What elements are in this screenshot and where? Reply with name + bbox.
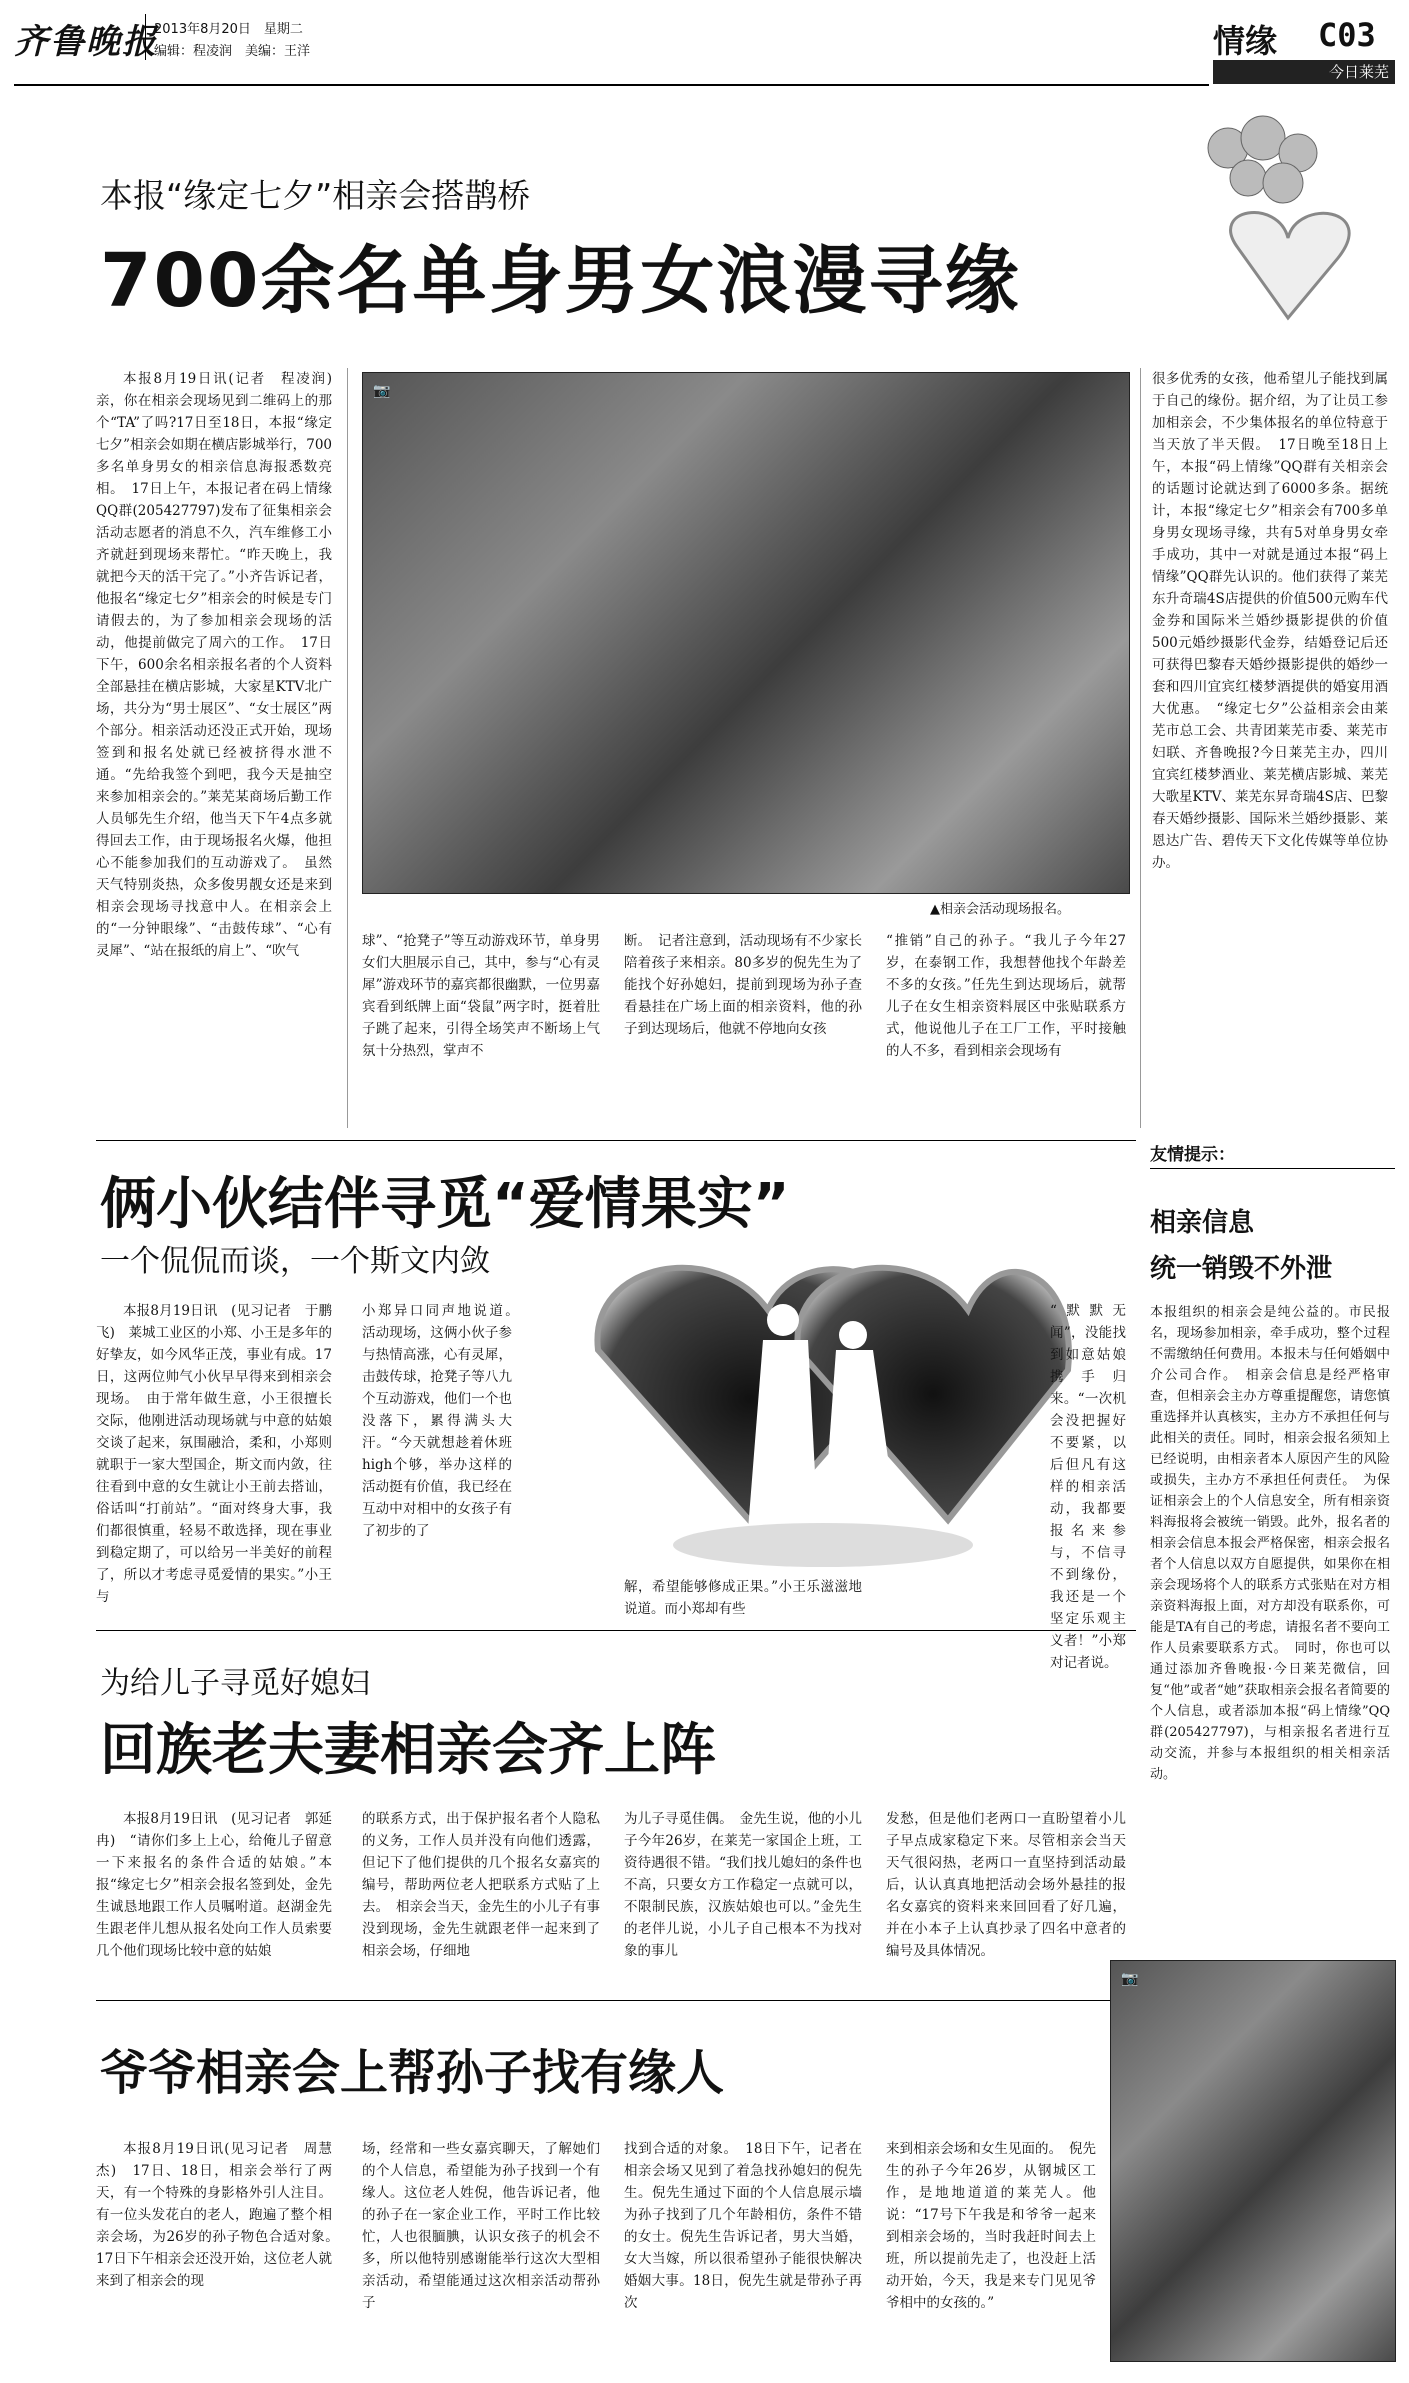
story2-col1: 本报8月19日讯 (见习记者 于鹏飞) 莱城工业区的小郑、小王是多年的好挚友，如今风华正茂，事业有成。17日，这两位帅气小伙早早得来到相亲会现场。 由于常年做生意，小王很擅长交际，他刚进活动现场就与中意的姑娘交谈了起来，氛围融洽，柔和，小郑则就职于一家大型国企，斯文而内敛，往往看到中意的女生就让小王前去搭讪，俗话叫“打前站”。“面对终身大事，我们都很慎重，轻易不敢选择，现在事业到稳定期了，可以给另一半美好的前程了，所以才考虑寻觅爱情的果实。”小王与 bbox=[96, 1303, 332, 1605]
story2-col4: “默默无闻”，没能找到如意姑娘携手归来。“一次机会没把握好不要紧，以后但凡有这样的相亲活动，我都要报名来参与，不信寻不到缘份，我还是一个坚定乐观主义者！”小郑对记者说。 bbox=[1050, 1303, 1126, 1671]
story3-col3: 为儿子寻觅佳偶。 金先生说，他的小儿子今年26岁，在莱芜一家国企上班，工资待遇很不错。“我们找儿媳妇的条件也不高，只要女方工作稳定一点就可以，不限制民族，汉族姑娘也可以。”金先生的老伴儿说，小儿子自己根本不为找对象的事儿 bbox=[624, 1811, 862, 1959]
story4-photo bbox=[1110, 1960, 1396, 2362]
story1-photo-caption: ▲相亲会活动现场报名。 bbox=[930, 902, 1070, 917]
photo-placeholder-icon: 📷 bbox=[373, 383, 391, 399]
story1-col3: 断。 记者注意到，活动现场有不少家长陪着孩子来相亲。80多岁的倪先生为了能找个好孙媳妇，提前到现场为孙子查看悬挂在广场上面的相亲资料，他的孙子到达现场后，他就不停地向女孩 bbox=[624, 933, 862, 1037]
sidebar-title-1: 相亲信息 bbox=[1150, 1208, 1255, 1238]
story3-kicker: 为给儿子寻觅好媳妇 bbox=[100, 1666, 370, 1701]
story2-headline: 俩小伙结伴寻觅“爱情果实” bbox=[100, 1172, 790, 1237]
story1-headline: 700余名单身男女浪漫寻缘 bbox=[100, 238, 1021, 324]
masthead bbox=[0, 0, 1409, 90]
story3-headline: 回族老夫妻相亲会齐上阵 bbox=[100, 1718, 716, 1783]
story4-col4: 来到相亲会场和女生见面的。 倪先生的孙子今年26岁，从钢城区工作，是地地道道的莱芜人。他说：“17号下午我是和爷爷一起来到相亲会场的，当时我赶时间去上班，所以提前先走了，也没赶上活动开始，今天，我是来专门见见爷爷相中的女孩的。” bbox=[886, 2141, 1096, 2311]
sidebar-body: 本报组织的相亲会是纯公益的。市民报名，现场参加相亲，牵手成功，整个过程不需缴纳任何费用。本报未与任何婚姻中介公司合作。 相亲会信息是经严格审查，但相亲会主办方尊重提醒您，请您慎重选择并认真核实，主办方不承担任何与此相关的责任。同时，相亲会报名须知上已经说明，由相亲者本人原因产生的风险或损失，主办方不承担任何责任。 为保证相亲会上的个人信息安全，所有相亲资料海报将会被统一销毁。此外，报名者的相亲会信息本报会严格保密，相亲会报名者个人信息以双方自愿提供，如果你在相亲会现场将个人的联系方式张贴在对方相亲资料海报上面，对方却没有联系你，可能是TA有自己的考虑，请报名者不要向工作人员索要联系方式。 同时，你也可以通过添加齐鲁晚报·今日莱芜微信，回复“他”或者“她”获取相亲会报名者简要的个人信息，或者添加本报“码上情缘”QQ群(205427797)，与相亲报名者进行互动交流，并参与本报组织的相关相亲活动。 bbox=[1150, 1305, 1390, 1782]
newspaper-logo: 齐鲁晚报 bbox=[14, 22, 158, 62]
story2-col2: 小郑异口同声地说道。 活动现场，这俩小伙子参与热情高涨，心有灵犀，击鼓传球，抢凳子等八九个互动游戏，他们一个也没落下，累得满头大汗。“今天就想趁着休班high个够，举办这样的活动挺有价值，我已经在互动中对相中的女孩子有了初步的了 bbox=[362, 1303, 526, 1539]
sidebar bbox=[1150, 1140, 1395, 1910]
story3-col4: 发愁，但是他们老两口一直盼望着小儿子早点成家稳定下来。尽管相亲会当天天气很闷热，老两口一直坚持到活动最后，认认真真地把活动会场外悬挂的报名女嘉宾的资料来来回回看了好几遍，并在小本子上认真抄录了四名中意者的编号及具体情况。 bbox=[886, 1811, 1126, 1959]
story1-col1: 本报8月19日讯(记者 程凌润) 亲，你在相亲会现场见到二维码上的那个“TA”了吗?17日至18日，本报“缘定七夕”相亲会如期在横店影城举行，700多名单身男女的相亲信息海报悉数亮相。 17日上午，本报记者在码上情缘QQ群(205427797)发布了征集相亲会活动志愿者的消息不久，汽车维修工小齐就赶到现场来帮忙。“昨天晚上，我就把今天的活干完了。”小齐告诉记者，他报名“缘定七夕”相亲会的时候是专门请假去的，为了参加相亲会现场的活动，他提前做完了周六的工作。 17日下午，600余名相亲报名者的个人资料全部悬挂在横店影城，大家星KTV北广场，共分为“男士展区”、“女士展区”两个部分。相亲活动还没正式开始，现场签到和报名处就已经被挤得水泄不通。“先给我签个到吧，我今天是抽空来参加相亲会的。”莱芜某商场后勤工作人员郇先生介绍，他当天下午4点多就得回去工作，由于现场报名火爆，他担心不能参加我们的互动游戏了。 虽然天气特别炎热，众多俊男靓女还是来到相亲会现场寻找意中人。在相亲会上的“一分钟眼缘”、“击鼓传球”、“心有灵犀”、“站在报纸的肩上”、“吹气 bbox=[96, 371, 346, 959]
story4-col2: 场，经常和一些女嘉宾聊天，了解她们的个人信息，希望能为孙子找到一个有缘人。这位老人姓倪，他告诉记者，他的孙子在一家企业工作，平时工作比较忙，人也很腼腆，认识女孩子的机会不多，所以他特别感谢能举行这次大型相亲活动，希望能通过这次相亲活动帮孙子 bbox=[362, 2141, 600, 2311]
story3-col1: 本报8月19日讯 (见习记者 郭延冉) “请你们多上上心，给俺儿子留意一下来报名的条件合适的姑娘。”本报“缘定七夕”相亲会报名签到处，金先生诚恳地跟工作人员嘱咐道。赵湖金先生跟老伴儿想从报名处向工作人员索要几个他们现场比较中意的姑娘 bbox=[96, 1811, 332, 1959]
sidebar-title-2: 统一销毁不外泄 bbox=[1150, 1254, 1333, 1284]
story4-headline: 爷爷相亲会上帮孙子找有缘人 bbox=[100, 2045, 725, 2101]
photo-placeholder-icon: 📷 bbox=[1121, 1971, 1139, 1987]
story1-col4: “推销”自己的孙子。“我儿子今年27岁，在泰钢工作，我想替他找个年龄差不多的女孩。”任先生到达现场后，就帮儿子在女生相亲资料展区中张贴联系方式，他说他儿子在工厂工作，平时接触的人不多，看到相亲会现场有 bbox=[886, 933, 1126, 1059]
story4-col1: 本报8月19日讯(见习记者 周慧杰) 17日、18日，相亲会举行了两天，有一个特殊的身影格外引人注目。有一位头发花白的老人，跑遍了整个相亲会场，为26岁的孙子物色合适对象。 17日下午相亲会还没开始，这位老人就来到了相亲会的现 bbox=[96, 2141, 346, 2289]
section-name: 情缘 bbox=[1213, 22, 1278, 60]
story1-kicker: 本报“缘定七夕”相亲会搭鹊桥 bbox=[100, 176, 531, 215]
sidebar-tip-label: 友情提示： bbox=[1150, 1145, 1235, 1165]
story1-photo bbox=[362, 372, 1130, 894]
date-line: 2013年8月20日 星期二 bbox=[154, 22, 303, 37]
couple-silhouette-illustration bbox=[568, 1200, 1078, 1580]
story1-col5: 很多优秀的女孩，他希望儿子能找到属于自己的缘份。据介绍，为了让员工参加相亲会，不少集体报名的单位特意于当天放了半天假。 17日晚至18日上午，本报“码上情缘”QQ群有关相亲会的话题讨论就达到了6000多条。据统计，本报“缘定七夕”相亲会有700多单身男女现场寻缘，共有5对单身男女牵手成功，其中一对就是通过本报“码上情缘”QQ群先认识的。他们获得了莱芜东升奇瑞4S店提供的价值500元购车代金券和国际米兰婚纱摄影提供的价值500元婚纱摄影代金券，结婚登记后还可获得巴黎春天婚纱摄影提供的婚纱一套和四川宜宾红楼梦酒提供的婚宴用酒大优惠。 “缘定七夕”公益相亲会由莱芜市总工会、共青团莱芜市委、莱芜市妇联、齐鲁晚报?今日莱芜主办，四川宜宾红楼梦酒业、莱芜横店影城、莱芜大歌星KTV、莱芜东昇奇瑞4S店、巴黎春天婚纱摄影、国际米兰婚纱摄影、莱恩达广告、碧传天下文化传媒等单位协办。 bbox=[1152, 371, 1388, 871]
story4-col3: 找到合适的对象。 18日下午，记者在相亲会场又见到了着急找孙媳妇的倪先生。倪先生通过下面的个人信息展示墙为孙子找到了几个年龄相仿，条件不错的女士。倪先生告诉记者，男大当婚，女大当嫁，所以很希望孙子能很快解决婚姻大事。18日，倪先生就是带孙子再次 bbox=[624, 2141, 862, 2311]
story3-col2: 的联系方式，出于保护报名者个人隐私的义务，工作人员并没有向他们透露，但记下了他们提供的几个报名女嘉宾的编号，帮助两位老人把联系方式贴了上去。 相亲会当天，金先生的小儿子有事没到现场，金先生就跟老伴一起来到了相亲会场，仔细地 bbox=[362, 1811, 600, 1959]
section-banner: 今日莱芜 bbox=[1213, 60, 1395, 84]
story2-subhead: 一个侃侃而谈，一个斯文内敛 bbox=[100, 1244, 490, 1279]
editor-line: 编辑：程凌润 美编：王洋 bbox=[154, 44, 311, 59]
story1-col2: 球”、“抢凳子”等互动游戏环节，单身男女们大胆展示自己，其中，参与“心有灵犀”游戏环节的嘉宾都很幽默，一位男嘉宾看到纸牌上面“袋鼠”两字时，挺着肚子跳了起来，引得全场笑声不断场上气氛十分热烈，掌声不 bbox=[362, 933, 600, 1059]
page-number: C03 bbox=[1318, 16, 1376, 54]
flower-heart-decoration bbox=[1168, 98, 1408, 358]
story2-col3: 解，希望能够修成正果。”小王乐滋滋地说道。而小郑却有些 bbox=[624, 1579, 862, 1617]
